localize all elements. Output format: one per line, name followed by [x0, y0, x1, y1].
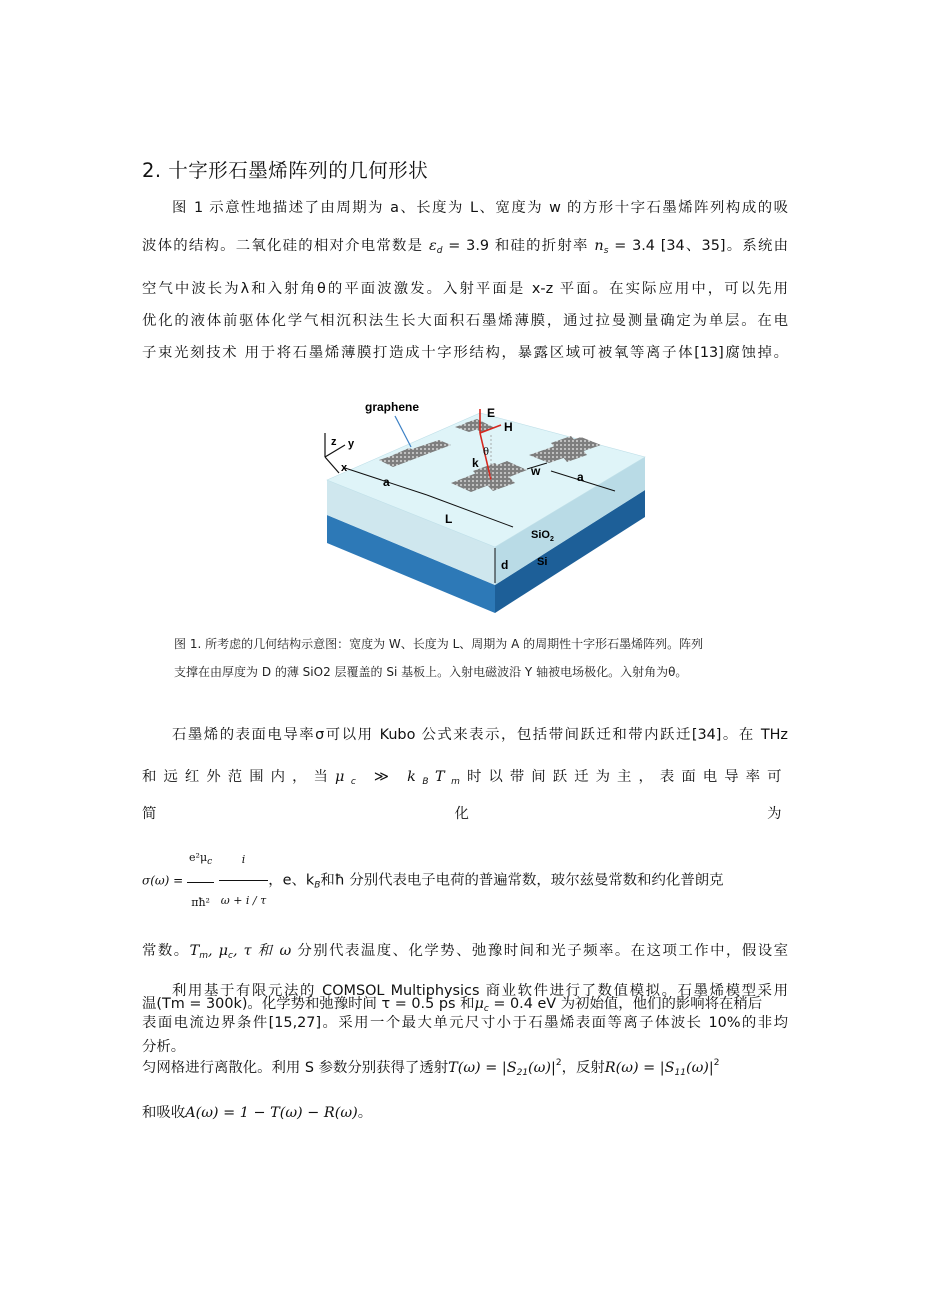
sio2-text: SiO — [531, 529, 550, 541]
para2-line1: 石墨烯的表面电导率σ可以用 Kubo 公式来表示，包括带间跃迁和带内跃迁[34]。在 THz — [172, 727, 788, 743]
mu-sub-3: c — [483, 1004, 489, 1014]
text: = 3.9 和硅的折射率 — [442, 238, 589, 254]
frac2-den: ω + i / τ — [220, 894, 267, 907]
para2-line3 — [142, 838, 788, 923]
sio2-sub: 2 — [549, 536, 554, 543]
r-sup: 2 — [713, 1058, 720, 1068]
s21-sub: 21 — [516, 1068, 529, 1078]
mu-symbol-2: , μ — [208, 943, 229, 959]
text: ，e、k — [268, 872, 315, 889]
para3-line1: 利用基于有限元法的 COMSOL Multiphysics 商业软件进行了数值模拟。石墨烯模型采用 — [172, 983, 788, 999]
t-sup: 2 — [555, 1058, 562, 1068]
label-z: z — [331, 436, 337, 448]
epsilon-sub: d — [436, 246, 443, 256]
caption-line1: 图 1. 所考虑的几何结构示意图：宽度为 W、长度为 L、周期为 A 的周期性十字形石墨烯阵列。阵列 — [174, 637, 704, 651]
paragraph-3 — [142, 975, 788, 1129]
s11-sub: 11 — [674, 1068, 686, 1078]
figure-1-diagram — [315, 395, 650, 615]
eq-lhs: σ(ω) = — [142, 873, 188, 888]
transmission-eq: T(ω) = |S — [448, 1060, 517, 1076]
text: ≫ — [362, 769, 408, 785]
epsilon-symbol: ε — [429, 238, 437, 254]
label-si: Si — [537, 556, 548, 568]
para1-line4: 优化的液体前驱体化学气相沉积法生长大面积石墨烯薄膜，通过拉曼测量确定为单层。在电 — [142, 313, 788, 329]
label-theta: θ — [483, 447, 490, 458]
reflection-eq: R(ω) = |S — [604, 1060, 675, 1076]
figure-caption — [174, 630, 794, 686]
graphene-pointer — [395, 416, 411, 447]
para2-line4 — [142, 935, 788, 972]
label-a-left: a — [383, 475, 390, 489]
mu-symbol: μ — [334, 769, 351, 785]
text: 分别代表温度、化学势、弛豫时间和光子频率。在这项工作中，假设室 — [291, 943, 788, 959]
para1-line5: 子束光刻技术 用于将石墨烯薄膜打造成十字形结构，暴露区域可被氧等离子体[13]腐蚀掉。 — [142, 345, 788, 361]
frac-1 — [187, 838, 214, 923]
para3-line4 — [142, 1097, 788, 1129]
para3-line3 — [142, 1047, 788, 1089]
label-x: x — [341, 462, 348, 474]
Tm-symbol: T — [189, 943, 200, 959]
text: = 3.4 [34、35]。系统由 — [608, 238, 788, 254]
frac-2 — [219, 840, 268, 921]
text: 和ħ 分别代表电子电荷的普遍常数，玻尔兹曼常数和约化普朗克 — [320, 872, 724, 889]
text: 和吸收 — [142, 1105, 186, 1121]
para1-line2 — [142, 230, 788, 267]
transmission-eq-tail: (ω)| — [528, 1060, 556, 1076]
text: 波体的结构。二氧化硅的相对介电常数是 — [142, 238, 424, 254]
text: 常数。 — [142, 943, 190, 959]
text: 匀网格进行离散化。利用 S 参数分别获得了透射 — [142, 1060, 449, 1076]
para3-line2: 表面电流边界条件[15,27]。采用一个最大单元尺寸小于石墨烯表面等离子体波长 10%的非均 — [142, 1015, 788, 1031]
label-y: y — [348, 438, 355, 450]
absorption-eq: A(ω) = 1 − T(ω) − R(ω) — [185, 1105, 358, 1121]
text: 和远红外范围内，当 — [142, 769, 335, 785]
section-heading: 2. 十字形石墨烯阵列的几何形状 — [142, 159, 429, 182]
reflection-eq-tail: (ω)| — [685, 1060, 714, 1076]
label-graphene: graphene — [365, 400, 420, 414]
T-symbol: T — [435, 769, 452, 785]
frac1-den: πħ² — [191, 896, 210, 909]
label-E: E — [487, 406, 496, 420]
para1-line3: 空气中波长为λ和入射角θ的平面波激发。入射平面是 x-z 平面。在实际应用中，可以先用 — [142, 281, 788, 297]
frac1-num-sub: c — [207, 857, 213, 867]
mu-symbol-3: μ — [474, 996, 484, 1012]
frac2-num: i — [219, 840, 268, 881]
kB-sub: B — [314, 880, 321, 891]
text: 时以带间跃迁为主，表面电导率可简化为 — [142, 769, 788, 822]
label-L: L — [445, 512, 453, 526]
para2-line2 — [142, 761, 788, 830]
label-a-right: a — [577, 470, 584, 484]
label-k: k — [472, 456, 479, 470]
label-H: H — [504, 420, 513, 434]
text: = 0.4 eV 为初始值，他们的影响将在稍后 — [488, 996, 763, 1012]
k-symbol: k — [407, 769, 423, 785]
label-w: w — [531, 464, 541, 478]
k-sub: B — [422, 777, 435, 787]
frac1-num — [187, 838, 214, 883]
label-d: d — [501, 558, 509, 572]
n-symbol: n — [594, 238, 604, 254]
frac1-num-text: e²μ — [189, 851, 208, 864]
n-sub: s — [603, 246, 609, 256]
T-sub: m — [451, 777, 467, 787]
mu-sub: c — [350, 777, 363, 787]
tau-omega-symbols: , τ 和 ω — [232, 943, 292, 959]
para2-line6: 分析。 — [142, 1039, 186, 1055]
text: 。 — [357, 1105, 373, 1121]
text: ，反射 — [561, 1060, 605, 1076]
paragraph-1 — [142, 192, 788, 369]
mu-sub-2: c — [228, 951, 233, 961]
Tm-sub: m — [199, 951, 209, 961]
para1-line1: 图 1 示意性地描述了由周期为 a、长度为 L、宽度为 w 的方形十字石墨烯阵列构成的吸 — [172, 200, 788, 216]
text: 温(Tm = 300k)。化学势和弛豫时间 τ = 0.5 ps 和 — [142, 996, 475, 1012]
caption-line2: 支撑在由厚度为 D 的薄 SiO2 层覆盖的 Si 基板上。入射电磁波沿 Y 轴被电场极化。入射角为θ。 — [174, 665, 688, 679]
